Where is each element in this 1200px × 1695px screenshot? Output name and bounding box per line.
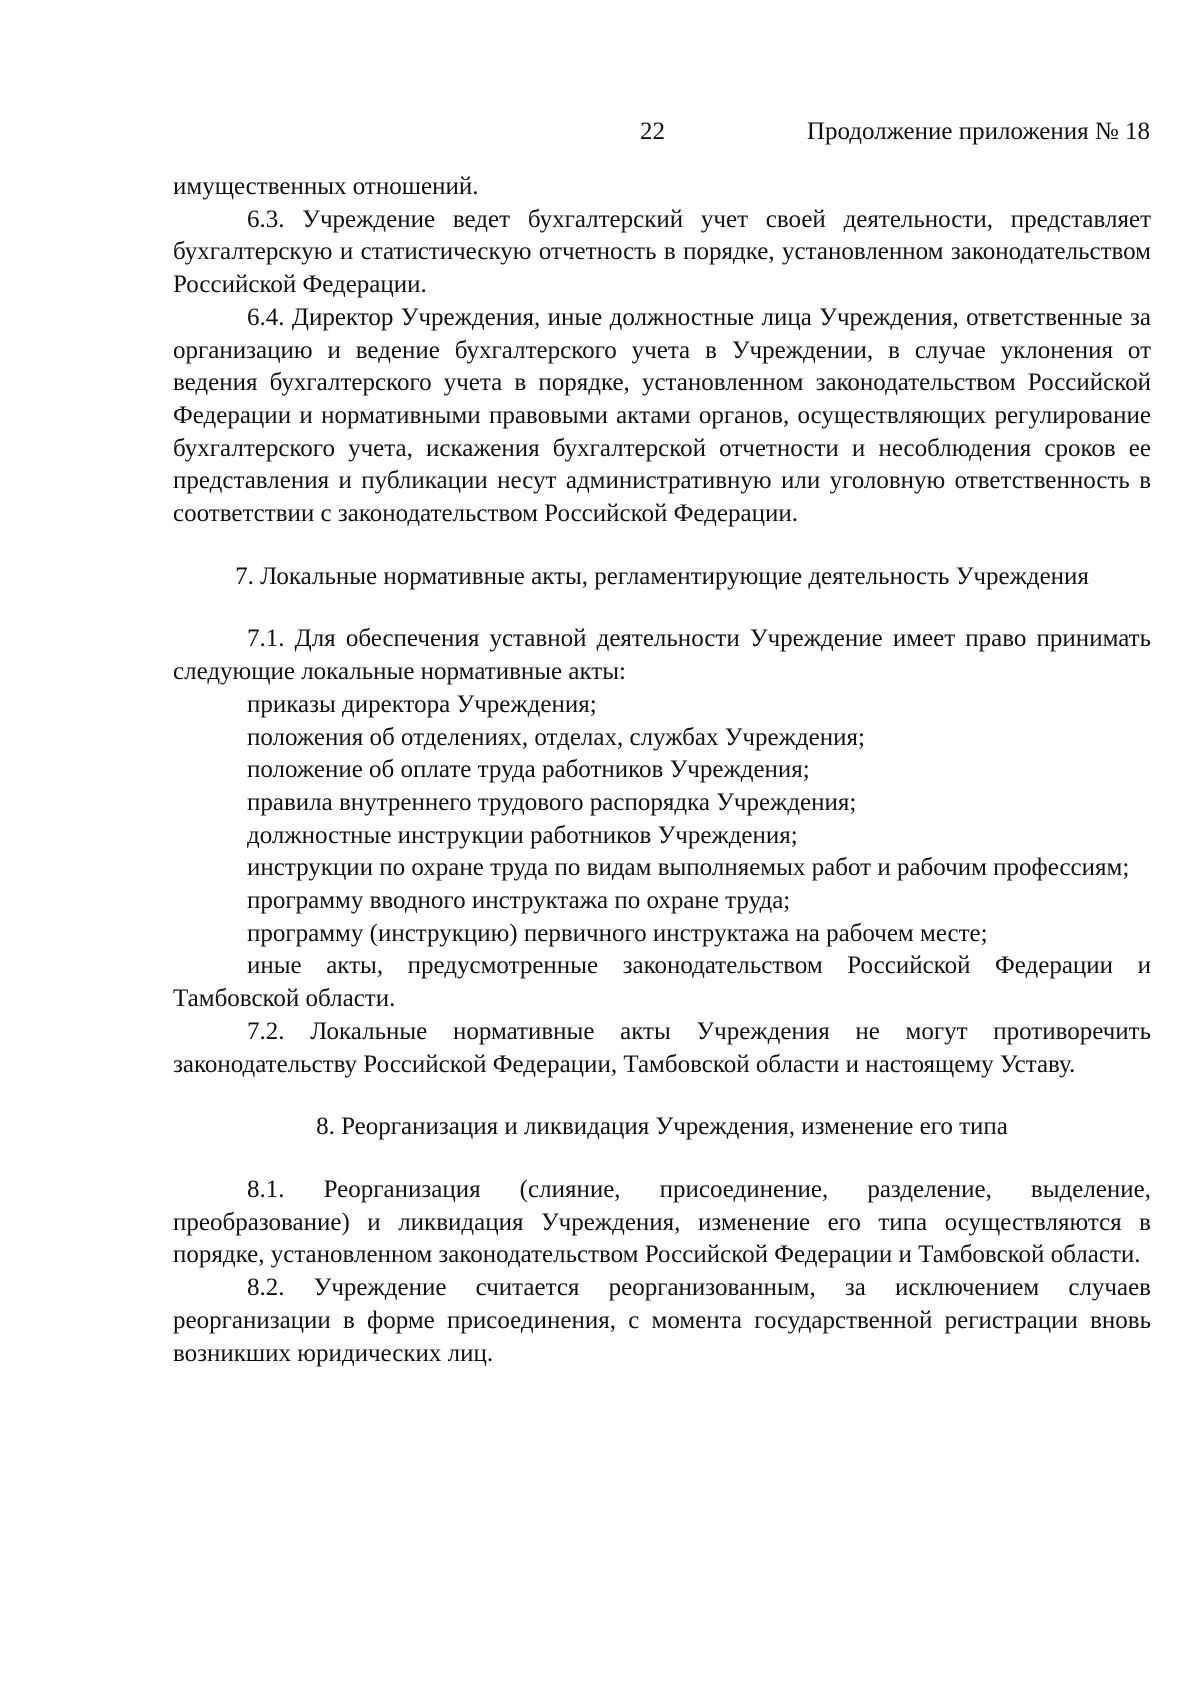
- list-item: программу (инструкцию) первичного инструктажа на рабочем месте;: [247, 919, 988, 947]
- paragraph-8-2: 8.2. Учреждение считается реорганизованным, за исключением случаев реорганизации в форме присоединения, с момента государственной регистрации вновь возникших юридических лиц.: [173, 1274, 1151, 1367]
- list-item: положения об отделениях, отделах, службах Учреждения;: [247, 723, 865, 751]
- paragraph-8-1: 8.1. Реорганизация (слияние, присоединение, разделение, выделение, преобразование) и ликвидация Учреждения, изменение его типа осуществляются в порядке, установленном законодательством Российской Федерации и Тамбовской области.: [173, 1175, 1151, 1269]
- paragraph-7-1: 7.1. Для обеспечения уставной деятельности Учреждение имеет право принимать следующие локальные нормативные акты:: [173, 625, 1151, 686]
- document-body: [173, 171, 1151, 1370]
- list-item: иные акты, предусмотренные законодательством Российской Федерации и Тамбовской области.: [173, 952, 1151, 1013]
- list-item: должностные инструкции работников Учреждения;: [247, 821, 798, 849]
- section-heading-7: 7. Локальные нормативные акты, регламентирующие деятельность Учреждения: [235, 562, 1089, 590]
- page-number: 22: [640, 118, 665, 145]
- paragraph-7-2: 7.2. Локальные нормативные акты Учреждения не могут противоречить законодательству Российской Федерации, Тамбовской области и настоящему Уставу.: [173, 1017, 1151, 1078]
- list-item: приказы директора Учреждения;: [247, 690, 597, 718]
- header-caption: Продолжение приложения № 18: [806, 118, 1150, 145]
- paragraph-6-3: 6.3. Учреждение ведет бухгалтерский учет своей деятельности, представляет бухгалтерскую и статистическую отчетность в порядке, установленном законодательством Российской Федерации.: [173, 205, 1151, 299]
- page-header: [0, 114, 1200, 150]
- list-item: правила внутреннего трудового распорядка Учреждения;: [247, 788, 857, 816]
- list-item: программу вводного инструктажа по охране труда;: [247, 887, 791, 915]
- section-heading-8: 8. Реорганизация и ликвидация Учреждения, изменение его типа: [316, 1113, 1008, 1141]
- paragraph-6-4: 6.4. Директор Учреждения, иные должностные лица Учреждения, ответственные за организацию и ведение бухгалтерского учета в Учреждении, в случае уклонения от ведения бухгалтерского учета в порядке, установленном законодательством Российской Федерации и нормативными правовыми актами органов, осуществляющих регулирование бухгалтерского учета, искажения бухгалтерской отчетности и несоблюдения сроков ее представления и публикации несут административную или уголовную ответственность в соответствии с законодательством Российской Федерации.: [173, 303, 1151, 528]
- list-item: положение об оплате труда работников Учреждения;: [247, 756, 810, 784]
- list-item: инструкции по охране труда по видам выполняемых работ и рабочим профессиям;: [247, 854, 1130, 882]
- paragraph-continuation: имущественных отношений.: [173, 173, 479, 200]
